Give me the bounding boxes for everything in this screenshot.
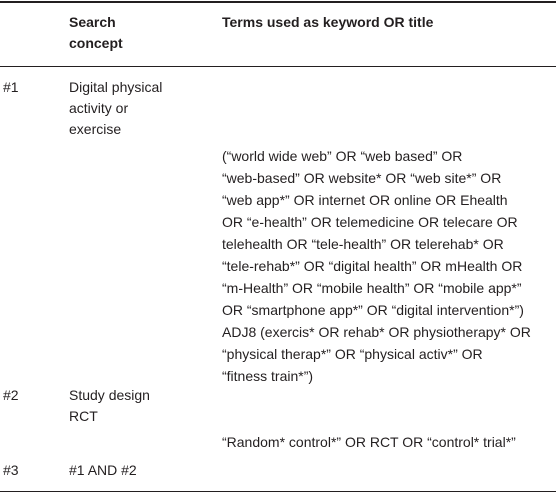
table-top-rule <box>0 1 556 3</box>
row1-terms: (“world wide web” OR “web based” OR “web-based” OR website* OR “web site*” OR “web app*” OR internet OR online OR Ehealth OR “e-health” OR telemedicine OR telecare OR telehealth OR “tele-health” OR telerehab* OR “tele-rehab*” OR “digital health” OR mHealth OR “m-Health” OR “mobile health” OR “mobile app*” OR “smartphone app*” OR “digital intervention*”) ADJ8 (exercis* OR rehab* OR physiotherapy* OR “physical therap*” OR “physical activ*” OR “fitness train*”) <box>222 148 531 384</box>
header-terms: Terms used as keyword OR title <box>222 14 434 30</box>
row1-concept: Digital physical activity or exercise <box>69 79 163 137</box>
row2-terms: “Random* control*” OR RCT OR “control* trial*” <box>222 434 516 450</box>
table-bottom-rule <box>0 491 556 492</box>
row3-id: #3 <box>3 462 19 478</box>
row2-concept: Study design RCT <box>69 387 150 424</box>
row1-id: #1 <box>3 79 19 95</box>
table-header-rule <box>0 66 556 67</box>
row3-concept: #1 AND #2 <box>69 462 137 478</box>
row2-id: #2 <box>3 387 19 403</box>
header-search-concept: Search concept <box>69 14 123 51</box>
